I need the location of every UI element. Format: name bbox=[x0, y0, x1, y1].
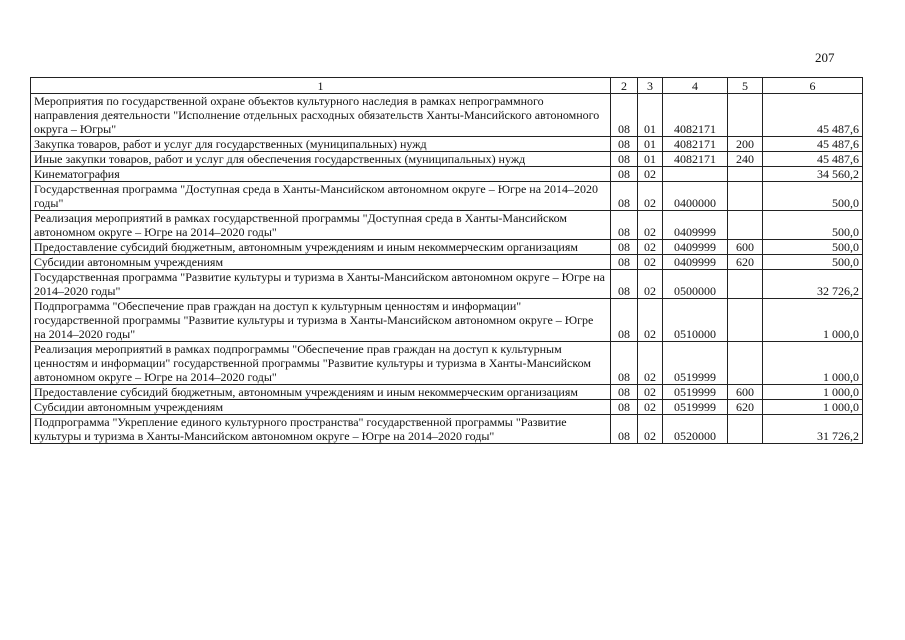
row-amount-cell: 34 560,2 bbox=[763, 167, 863, 182]
row-subsection-cell: 01 bbox=[638, 94, 663, 137]
row-target-code-cell: 0500000 bbox=[663, 270, 728, 299]
table-row bbox=[31, 385, 863, 400]
row-subsection-cell: 02 bbox=[638, 385, 663, 400]
row-name-cell: Закупка товаров, работ и услуг для государственных (муниципальных) нужд bbox=[31, 137, 611, 152]
table-header-row bbox=[31, 78, 863, 94]
row-amount-cell: 45 487,6 bbox=[763, 137, 863, 152]
row-expense-type-cell bbox=[728, 415, 763, 444]
row-target-code-cell: 4082171 bbox=[663, 152, 728, 167]
row-section-cell: 08 bbox=[611, 342, 638, 385]
row-subsection-cell: 02 bbox=[638, 255, 663, 270]
row-expense-type-cell bbox=[728, 94, 763, 137]
row-target-code-cell: 4082171 bbox=[663, 94, 728, 137]
row-amount-cell: 1 000,0 bbox=[763, 400, 863, 415]
row-amount-cell: 45 487,6 bbox=[763, 94, 863, 137]
row-section-cell: 08 bbox=[611, 152, 638, 167]
table-row bbox=[31, 167, 863, 182]
row-subsection-cell: 02 bbox=[638, 240, 663, 255]
row-section-cell: 08 bbox=[611, 137, 638, 152]
row-target-code-cell bbox=[663, 167, 728, 182]
row-section-cell: 08 bbox=[611, 182, 638, 211]
table-row bbox=[31, 94, 863, 137]
row-expense-type-cell: 600 bbox=[728, 385, 763, 400]
row-subsection-cell: 02 bbox=[638, 182, 663, 211]
row-section-cell: 08 bbox=[611, 299, 638, 342]
row-expense-type-cell: 600 bbox=[728, 240, 763, 255]
page-number: 207 bbox=[815, 50, 835, 65]
row-section-cell: 08 bbox=[611, 385, 638, 400]
header-col-4: 4 bbox=[663, 78, 728, 94]
row-target-code-cell: 0520000 bbox=[663, 415, 728, 444]
table-row bbox=[31, 240, 863, 255]
row-target-code-cell: 4082171 bbox=[663, 137, 728, 152]
row-target-code-cell: 0519999 bbox=[663, 385, 728, 400]
row-amount-cell: 32 726,2 bbox=[763, 270, 863, 299]
row-name-cell: Субсидии автономным учреждениям bbox=[31, 255, 611, 270]
table-row bbox=[31, 299, 863, 342]
row-name-cell: Предоставление субсидий бюджетным, автономным учреждениям и иным некоммерческим организациям bbox=[31, 240, 611, 255]
table-row bbox=[31, 270, 863, 299]
row-name-cell: Государственная программа "Развитие культуры и туризма в Ханты-Мансийском автономном округе – Югре на 2014–2020 годы" bbox=[31, 270, 611, 299]
row-amount-cell: 500,0 bbox=[763, 182, 863, 211]
row-expense-type-cell bbox=[728, 342, 763, 385]
row-target-code-cell: 0519999 bbox=[663, 342, 728, 385]
table-row bbox=[31, 342, 863, 385]
row-target-code-cell: 0409999 bbox=[663, 240, 728, 255]
row-name-cell: Реализация мероприятий в рамках государственной программы "Доступная среда в Ханты-Мансийском автономном округе – Югре на 2014–2020 годы" bbox=[31, 211, 611, 240]
row-subsection-cell: 02 bbox=[638, 211, 663, 240]
row-amount-cell: 500,0 bbox=[763, 240, 863, 255]
row-name-cell: Субсидии автономным учреждениям bbox=[31, 400, 611, 415]
row-subsection-cell: 02 bbox=[638, 167, 663, 182]
row-amount-cell: 1 000,0 bbox=[763, 299, 863, 342]
table-row bbox=[31, 211, 863, 240]
row-expense-type-cell bbox=[728, 211, 763, 240]
row-name-cell: Кинематография bbox=[31, 167, 611, 182]
table-row bbox=[31, 255, 863, 270]
row-amount-cell: 1 000,0 bbox=[763, 385, 863, 400]
budget-table bbox=[30, 77, 863, 444]
row-expense-type-cell: 240 bbox=[728, 152, 763, 167]
row-name-cell: Государственная программа "Доступная среда в Ханты-Мансийском автономном округе – Югре на 2014–2020 годы" bbox=[31, 182, 611, 211]
table-row bbox=[31, 400, 863, 415]
row-subsection-cell: 02 bbox=[638, 299, 663, 342]
table-body bbox=[31, 94, 863, 444]
table-row bbox=[31, 137, 863, 152]
row-expense-type-cell bbox=[728, 270, 763, 299]
row-amount-cell: 500,0 bbox=[763, 255, 863, 270]
header-col-3: 3 bbox=[638, 78, 663, 94]
row-expense-type-cell: 200 bbox=[728, 137, 763, 152]
row-name-cell: Мероприятия по государственной охране объектов культурного наследия в рамках непрограммного направления деятельности "Исполнение отдельных расходных обязательств Ханты-Мансийского автономного округа – Югры" bbox=[31, 94, 611, 137]
row-target-code-cell: 0409999 bbox=[663, 255, 728, 270]
row-expense-type-cell: 620 bbox=[728, 400, 763, 415]
row-expense-type-cell bbox=[728, 182, 763, 211]
row-amount-cell: 1 000,0 bbox=[763, 342, 863, 385]
row-section-cell: 08 bbox=[611, 255, 638, 270]
row-section-cell: 08 bbox=[611, 211, 638, 240]
row-subsection-cell: 02 bbox=[638, 400, 663, 415]
header-col-6: 6 bbox=[763, 78, 863, 94]
row-expense-type-cell: 620 bbox=[728, 255, 763, 270]
row-section-cell: 08 bbox=[611, 415, 638, 444]
row-amount-cell: 45 487,6 bbox=[763, 152, 863, 167]
row-name-cell: Иные закупки товаров, работ и услуг для обеспечения государственных (муниципальных) нужд bbox=[31, 152, 611, 167]
row-amount-cell: 31 726,2 bbox=[763, 415, 863, 444]
header-col-5: 5 bbox=[728, 78, 763, 94]
row-subsection-cell: 02 bbox=[638, 415, 663, 444]
row-target-code-cell: 0400000 bbox=[663, 182, 728, 211]
row-name-cell: Предоставление субсидий бюджетным, автономным учреждениям и иным некоммерческим организациям bbox=[31, 385, 611, 400]
row-name-cell: Подпрограмма "Укрепление единого культурного пространства" государственной программы "Развитие культуры и туризма в Ханты-Мансийском автономном округе – Югре на 2014–2020 годы" bbox=[31, 415, 611, 444]
table-row bbox=[31, 182, 863, 211]
row-target-code-cell: 0519999 bbox=[663, 400, 728, 415]
row-expense-type-cell bbox=[728, 167, 763, 182]
row-target-code-cell: 0409999 bbox=[663, 211, 728, 240]
row-target-code-cell: 0510000 bbox=[663, 299, 728, 342]
header-col-2: 2 bbox=[611, 78, 638, 94]
row-section-cell: 08 bbox=[611, 240, 638, 255]
row-section-cell: 08 bbox=[611, 400, 638, 415]
table-row bbox=[31, 152, 863, 167]
row-name-cell: Подпрограмма "Обеспечение прав граждан на доступ к культурным ценностям и информации" государственной программы "Развитие культуры и туризма в Ханты-Мансийском автономном округе – Югре на 2014–2020 годы" bbox=[31, 299, 611, 342]
row-subsection-cell: 01 bbox=[638, 137, 663, 152]
row-expense-type-cell bbox=[728, 299, 763, 342]
row-amount-cell: 500,0 bbox=[763, 211, 863, 240]
table-row bbox=[31, 415, 863, 444]
row-subsection-cell: 02 bbox=[638, 342, 663, 385]
row-section-cell: 08 bbox=[611, 167, 638, 182]
row-section-cell: 08 bbox=[611, 270, 638, 299]
row-subsection-cell: 01 bbox=[638, 152, 663, 167]
row-subsection-cell: 02 bbox=[638, 270, 663, 299]
row-section-cell: 08 bbox=[611, 94, 638, 137]
row-name-cell: Реализация мероприятий в рамках подпрограммы "Обеспечение прав граждан на доступ к культурным ценностям и информации" государственной программы "Развитие культуры и туризма в Ханты-Мансийском автономном округе – Югре на 2014–2020 годы" bbox=[31, 342, 611, 385]
header-col-1: 1 bbox=[31, 78, 611, 94]
